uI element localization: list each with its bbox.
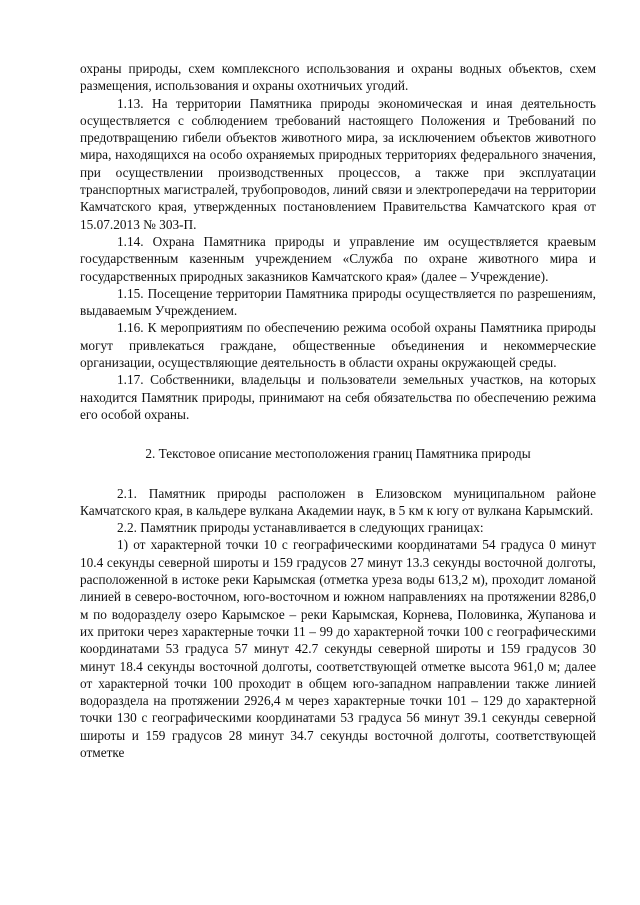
- paragraph-1-13: 1.13. На территории Памятника природы экономическая и иная деятельность осуществляется с соблюдением требований настоящего Положения и Требований по предотвращению гибели объектов животного мира, за исключением объектов животного мира, находящихся на особо охраняемых природных территориях федерального значения, при осуществлении производственных процессов, а также при эксплуатации транспортных магистралей, трубопроводов, линий связи и электропередачи на территории Камчатского края, утвержденных постановлением Правительства Камчатского края от 15.07.2013 № 303-П.: [80, 95, 596, 232]
- paragraph-continuation: охраны природы, схем комплексного использования и охраны водных объектов, схем размещения, использования и охраны охотничьих угодий.: [80, 61, 596, 94]
- document-page: [80, 60, 596, 761]
- section-1-paragraphs: [80, 60, 596, 423]
- paragraph-1-14: 1.14. Охрана Памятника природы и управление им осуществляется краевым государственным казенным учреждением «Служба по охране животного мира и государственных природных заказников Камчатского края» (далее – Учреждение).: [80, 233, 596, 284]
- section-heading: 2. Текстовое описание местоположения границ Памятника природы: [145, 446, 531, 462]
- paragraph-2-2-1: 1) от характерной точки 10 с географическими координатами 54 градуса 0 минут 10.4 секунды северной широты и 159 градусов 27 минут 13.3 секунды восточной долготы, расположенной в истоке реки Карымская (отметка уреза воды 613,2 м), проходит ломаной линией в северо-восточном, юго-восточном и южном направлениях на протяжении 8286,0 м по водоразделу озеро Карымское – реки Карымская, Корнева, Половинка, Жупанова и их притоки через характерные точки 11 – 99 до характерной точки 100 с географическими координатами 53 градуса 57 минут 42.7 секунды северной широты и 159 градусов 30 минут 18.4 секунды восточной долготы, соответствующей отметке высота 961,0 м; далее от характерной точки 100 проходит в общем юго-западном направлении также линией водораздела на протяжении 2926,4 м через характерные точки 101 – 129 до характерной точки 130 с географическими координатами 53 градуса 56 минут 39.1 секунды северной широты и 159 градусов 28 минут 34.7 секунды восточной долготы, соответствующей отметке: [80, 537, 596, 760]
- paragraph-2-1: 2.1. Памятник природы расположен в Елизовском муниципальном районе Камчатского края, в кальдере вулкана Академии наук, в 5 км к югу от вулкана Карымский.: [80, 485, 596, 518]
- paragraph-1-17: 1.17. Собственники, владельцы и пользователи земельных участков, на которых находится Памятник природы, принимают на себя обязательства по обеспечению режима его особой охраны.: [80, 372, 596, 422]
- paragraph-1-16: 1.16. К мероприятиям по обеспечению режима особой охраны Памятника природы могут привлекаться граждане, общественные объединения и некоммерческие организации, осуществляющие деятельность в области охраны окружающей среды.: [80, 320, 596, 371]
- paragraph-2-2: 2.2. Памятник природы устанавливается в следующих границах:: [117, 520, 484, 536]
- paragraph-1-15: 1.15. Посещение территории Памятника природы осуществляется по разрешениям, выдаваемым Учреждением.: [80, 285, 596, 319]
- section-2-paragraphs: [80, 485, 596, 762]
